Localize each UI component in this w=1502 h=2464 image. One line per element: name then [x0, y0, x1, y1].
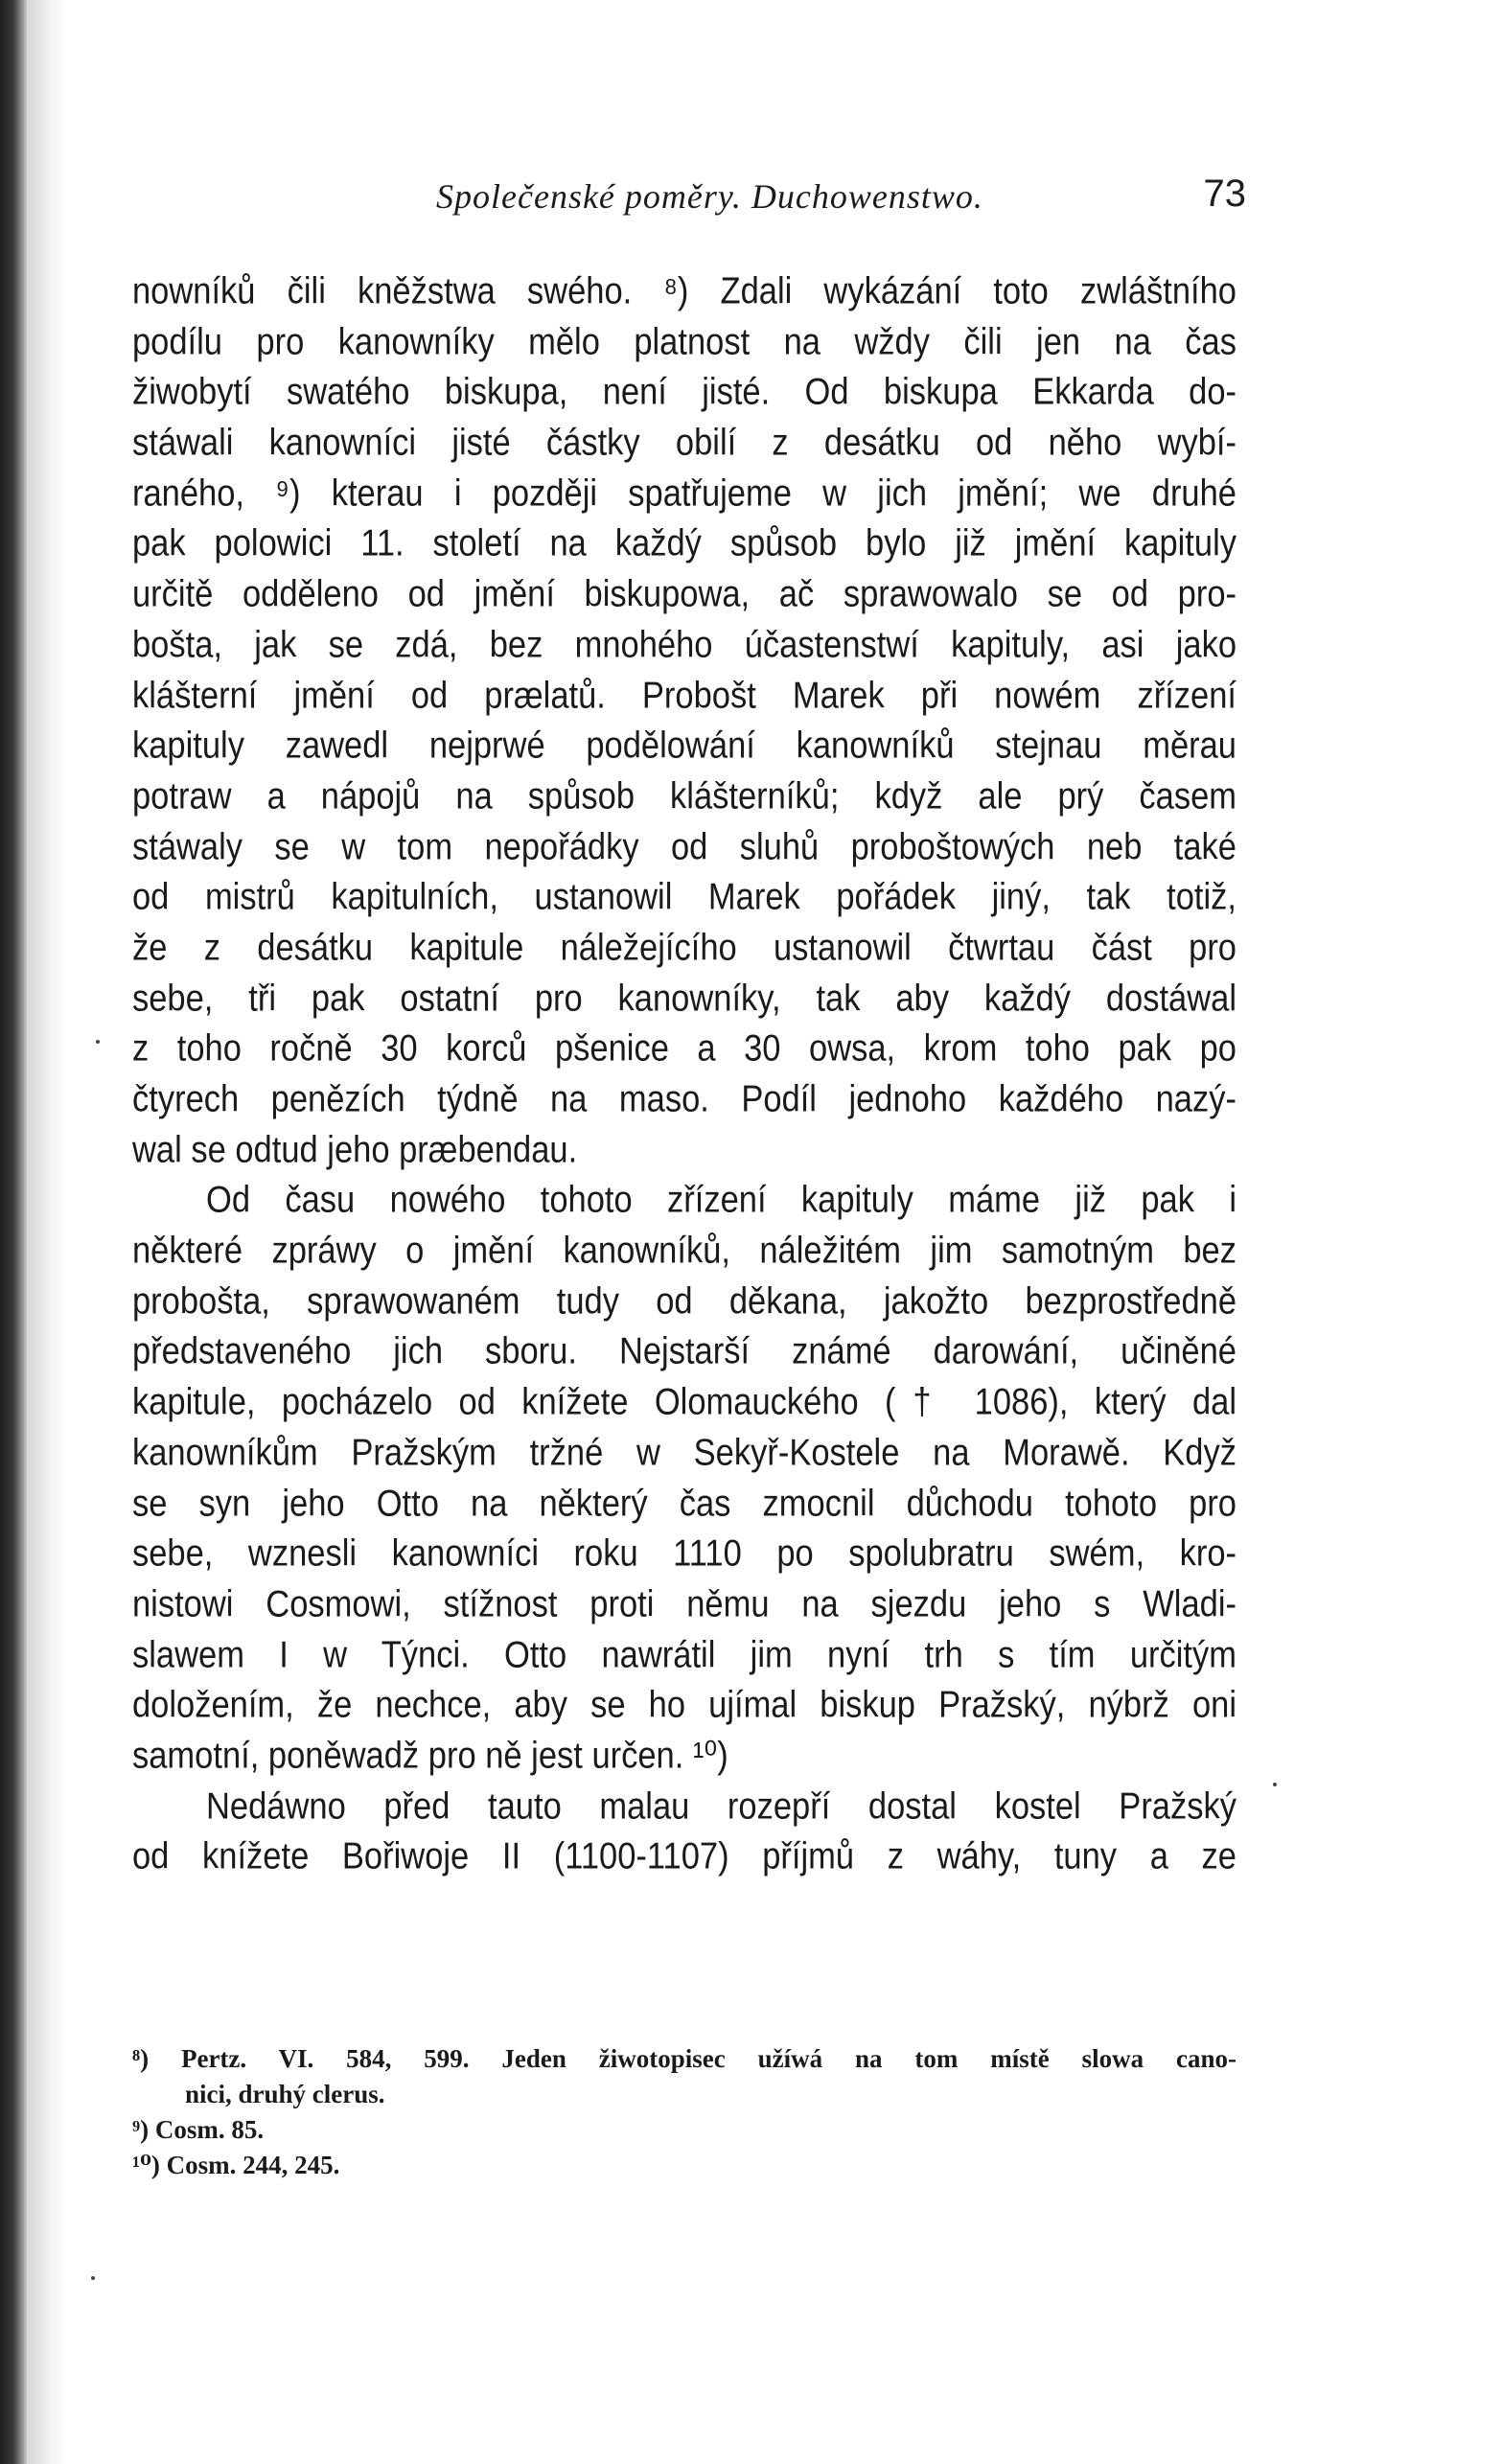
text-line: od knížete Bořiwoje II (1100-1107) příjmů z wáhy, tuny a ze	[132, 1835, 1236, 1877]
text-line: že z desátku kapitule náležejícího ustanowil čtwrtau část pro	[132, 927, 1236, 969]
text-line: sebe, wznesli kanowníci roku 1110 po spolubratru swém, kro-	[132, 1532, 1236, 1575]
scan-edge	[0, 0, 29, 2464]
text-line: potraw a nápojů na spůsob klášterníků; když ale prý časem	[132, 775, 1236, 817]
paragraph-start-line: Nedáwno před tauto malau rozepří dostal kostel Pražský	[206, 1785, 1236, 1827]
text-line: slawem I w Týnci. Otto nawrátil jim nyní trh s tím určitým	[132, 1634, 1236, 1675]
text-line: pak polowici 11. století na každý spůsob bylo již jmění kapituly	[132, 523, 1236, 564]
footnote-10: ¹⁰) Cosm. 244, 245.	[132, 2151, 340, 2179]
text-line: probošta, sprawowaném tudy od děkana, jakožto bezprostředně	[132, 1280, 1236, 1322]
text-line: podílu pro kanowníky mělo platnost na wždy čili jen na čas	[132, 321, 1236, 362]
text-line: od mistrů kapitulních, ustanowil Marek pořádek jiný, tak totiž,	[132, 876, 1236, 918]
footnote-8: ⁸) Pertz. VI. 584, 599. Jeden žiwotopisec užíwá na tom místě slowa cano-	[132, 2044, 1236, 2073]
text-line: klášterní jmění od prælatů. Probošt Marek při nowém zřízení	[132, 675, 1236, 716]
text-line: bošta, jak se zdá, bez mnohého účastenstwí kapituly, asi jako	[132, 624, 1236, 666]
text-line: kapitule, pocházelo od knížete Olomauckého († 1086), který dal	[132, 1381, 1236, 1423]
paragraph-start-line: Od času nowého tohoto zřízení kapituly máme již pak i	[206, 1180, 1236, 1221]
paragraph-end-line: samotní, poněwadž pro ně jest určen. ¹⁰)	[132, 1735, 728, 1777]
paragraph-end-line: wal se odtud jeho præbendau.	[132, 1129, 578, 1170]
text-line: stáwali kanowníci jisté částky obilí z desátku od něho wybí-	[132, 422, 1236, 464]
text-line: se syn jeho Otto na některý čas zmocnil důchodu tohoto pro	[132, 1483, 1236, 1524]
text-line: čtyrech penězích týdně na maso. Podíl jednoho každého nazý-	[132, 1078, 1236, 1120]
footnote-9: ⁹) Cosm. 85.	[132, 2115, 265, 2144]
footnote-8-continued: nici, druhý clerus.	[185, 2080, 385, 2108]
text-line: kapituly zawedl nejprwé podělowání kanowníků stejnau měrau	[132, 725, 1236, 767]
text-line: nowníků čili kněžstwa swého. ⁸) Zdali wykázání toto zwláštního	[132, 270, 1236, 312]
text-line: stáwaly se w tom nepořádky od sluhů proboštowých neb také	[132, 826, 1236, 867]
text-line: z toho ročně 30 korců pšenice a 30 owsa, krom toho pak po	[132, 1027, 1236, 1070]
text-line: doložením, že nechce, aby se ho ujímal biskup Pražský, nýbrž oni	[132, 1684, 1236, 1726]
scan-speck	[1273, 1783, 1277, 1786]
text-line: sebe, tři pak ostatní pro kanowníky, tak aby každý dostáwal	[132, 978, 1236, 1019]
body-text	[132, 266, 1236, 1882]
text-line: raného, ⁹) kterau i později spatřujeme w jich jmění; we druhé	[132, 472, 1236, 514]
running-title: Společenské poměry. Duchowenstwo.	[436, 177, 983, 216]
page-number: 73	[1203, 173, 1246, 215]
text-line: představeného jich sboru. Nejstarší známé darowání, učiněné	[132, 1331, 1236, 1372]
text-line: žiwobytí swatého biskupa, není jisté. Od biskupa Ekkarda do-	[132, 372, 1236, 413]
footnotes	[132, 2041, 1236, 2183]
text-line: určitě odděleno od jmění biskupowa, ač sprawowalo se od pro-	[132, 573, 1236, 615]
text-line: kanowníkům Pražským tržné w Sekyř-Kostele na Morawě. Když	[132, 1432, 1236, 1474]
scan-speck	[91, 2276, 95, 2280]
text-line: některé zpráwy o jmění kanowníků, náležitém jim samotným bez	[132, 1230, 1236, 1272]
text-line: nistowi Cosmowi, stížnost proti němu na sjezdu jeho s Wladi-	[132, 1583, 1236, 1625]
scan-speck	[96, 1040, 100, 1044]
gutter-shadow	[29, 0, 67, 2464]
